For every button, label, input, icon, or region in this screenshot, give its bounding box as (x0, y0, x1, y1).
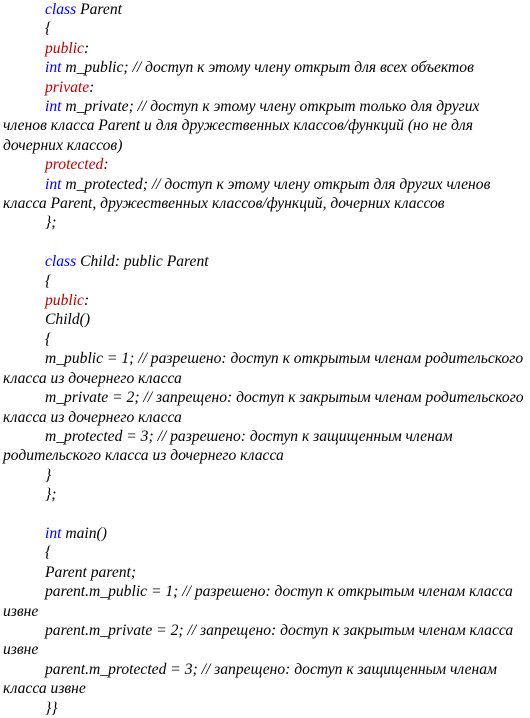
code-text: m_public; // доступ к этому члену открыт для всех объектов (61, 59, 474, 77)
code-line (3, 427, 526, 466)
code-line (3, 349, 526, 388)
code-line (3, 330, 526, 349)
code-line (3, 155, 526, 174)
code-line (3, 97, 526, 155)
keyword-type: int (45, 98, 62, 116)
code-text: { (45, 544, 52, 562)
code-line (3, 563, 526, 582)
code-line (3, 78, 526, 97)
code-line (3, 524, 526, 543)
blank-line (3, 505, 526, 524)
code-line (3, 388, 526, 427)
code-line (3, 660, 526, 699)
code-line (3, 39, 526, 58)
code-text: main() (61, 524, 107, 542)
keyword-type: class (45, 253, 77, 271)
code-line (3, 58, 526, 77)
code-line (3, 621, 526, 660)
code-line (3, 310, 526, 329)
code-text: }; (45, 214, 57, 232)
code-text: parent.m_public = 1; // разрешено: доступ к открытым членам класса извне (3, 583, 517, 620)
code-text: }; (45, 486, 57, 504)
code-line (3, 543, 526, 562)
access-specifier: public (45, 292, 84, 310)
code-text: Parent (76, 1, 122, 18)
blank-line (3, 233, 526, 252)
code-text: parent.m_private = 2; // запрещено: доступ к закрытым членам класса извне (3, 621, 518, 659)
keyword-type: int (45, 175, 62, 193)
code-line (3, 582, 526, 621)
code-text: { (45, 20, 52, 38)
code-text: m_public = 1; // разрешено: доступ к открытым членам родительского класса из дочернего класса (3, 350, 528, 387)
access-specifier: public (45, 39, 84, 57)
code-line (3, 213, 526, 232)
code-text: }} (45, 699, 58, 717)
code-text: { (45, 330, 52, 348)
code-line (3, 19, 526, 38)
code-line (3, 466, 526, 485)
code-text: m_protected = 3; // разрешено: доступ к защищенным членам родительского класса из дочернего класса (3, 427, 457, 465)
keyword-type: int (45, 59, 62, 77)
code-text: : (83, 39, 90, 57)
code-text: parent.m_protected = 3; // запрещено: доступ к защищенным членам класса извне (3, 660, 501, 698)
code-line (3, 0, 526, 19)
code-text: : (83, 292, 90, 310)
code-text: m_private; // доступ к этому члену открыт только для других членов класса Parent и для дружественных классов/функций (но не для дочерних классов) (3, 98, 484, 154)
code-text: m_private = 2; // запрещено: доступ к закрытым членам родительского класса из дочернего класса (3, 389, 528, 426)
code-text: : (103, 156, 109, 174)
code-line (3, 485, 526, 504)
code-text: Parent parent; (45, 563, 137, 581)
code-text: : (89, 78, 95, 96)
access-specifier: private (45, 78, 90, 96)
code-text: Child: public Parent (76, 253, 209, 271)
code-text: { (45, 272, 52, 290)
access-specifier: protected (45, 156, 104, 174)
code-text: } (45, 466, 52, 484)
code-text: Child() (45, 311, 91, 329)
code-line (3, 175, 526, 214)
code-line (3, 272, 526, 291)
code-line (3, 699, 526, 718)
code-line (3, 252, 526, 271)
keyword-type: int (45, 524, 62, 542)
code-text: m_protected; // доступ к этому члену открыт для других членов класса Parent, дружественных классов/функций, дочерних классов (3, 175, 495, 213)
code-line (3, 291, 526, 310)
keyword-type: class (45, 1, 77, 18)
